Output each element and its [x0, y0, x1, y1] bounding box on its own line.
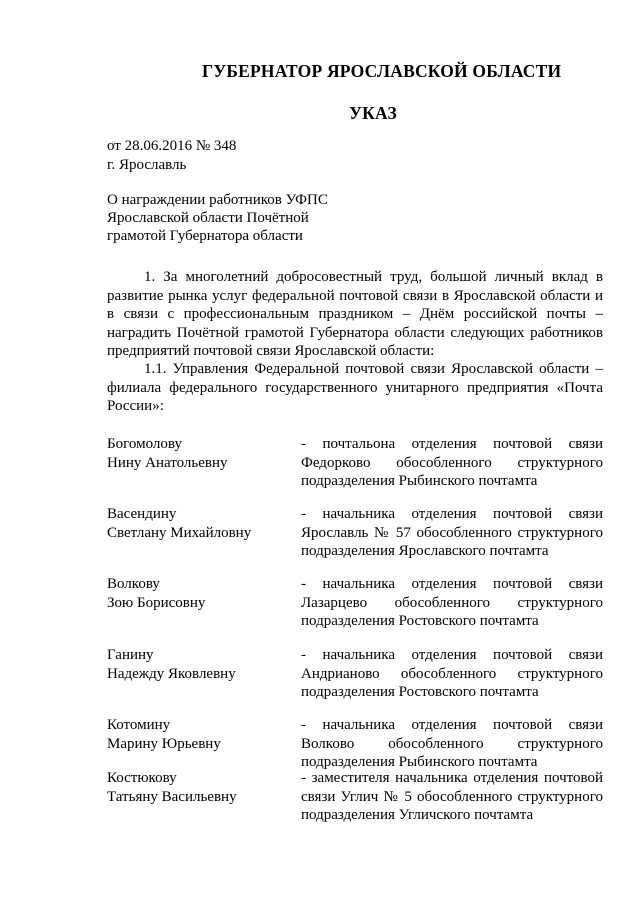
awardee-surname: Котомину — [107, 717, 171, 733]
issuing-authority-heading: ГУБЕРНАТОР ЯРОСЛАВСКОЙ ОБЛАСТИ — [202, 61, 562, 81]
awardee-given-names: Зою Борисовну — [107, 594, 206, 611]
awardee-position: - начальника отделения почтовой связи Андрианово обособленного структурного подразделения Ростовского почтамта — [301, 647, 603, 700]
awardee-name — [107, 716, 297, 753]
awardee-given-names: Татьяну Васильевну — [107, 788, 237, 805]
decree-subject — [107, 191, 407, 245]
awardee-position: - заместителя начальника отделения почтовой связи Углич № 5 обособленного структурного подразделения Угличского почтамта — [301, 770, 603, 823]
awardee-surname: Богомолову — [107, 436, 182, 452]
awardee-position: - начальника отделения почтовой связи Волково обособленного структурного подразделения Рыбинского почтамта — [301, 717, 603, 770]
awardee-name — [107, 646, 297, 683]
awardee-position: - почтальона отделения почтовой связи Федорково обособленного структурного подразделения Рыбинского почтамта — [301, 436, 603, 489]
awardee-surname: Ганину — [107, 647, 154, 663]
decree-date-number: от 28.06.2016 № 348 — [107, 138, 237, 154]
subject-line: Ярославской области Почётной — [107, 210, 309, 226]
awardee-name — [107, 435, 297, 472]
awardee-name — [107, 575, 297, 612]
subject-line: О награждении работников УФПС — [107, 192, 328, 208]
awardee-name — [107, 505, 297, 542]
awardee-given-names: Нину Анатольевну — [107, 454, 228, 471]
subject-line: грамотой Губернатора области — [107, 228, 303, 244]
paragraph-1-1: 1.1. Управления Федеральной почтовой связи Ярославской области – филиала федерального государственного унитарного предприятия «Почта России»: — [107, 361, 603, 414]
awardee-given-names: Надежду Яковлевну — [107, 665, 236, 682]
awardee-surname: Волкову — [107, 576, 160, 592]
awardee-given-names: Светлану Михайловну — [107, 524, 252, 541]
awardee-given-names: Марину Юрьевну — [107, 735, 221, 752]
awardee-surname: Васендину — [107, 506, 177, 522]
paragraph-1: 1. За многолетний добросовестный труд, большой личный вклад в развитие рынка услуг федеральной почтовой связи в Ярославской области и в связи с профессиональным праздником – Днём российской почты – наградить Почётной грамотой Губернатора области следующих работников предприятий почтовой связи Ярославской области: — [107, 269, 603, 359]
awardee-name — [107, 769, 297, 806]
decree-city: г. Ярославль — [107, 157, 187, 173]
awardee-position: - начальника отделения почтовой связи Лазарцево обособленного структурного подразделения Ростовского почтамта — [301, 576, 603, 629]
awardee-surname: Костюкову — [107, 770, 177, 786]
awardee-position: - начальника отделения почтовой связи Ярославль № 57 обособленного структурного подразделения Ярославского почтамта — [301, 506, 603, 559]
document-type-heading: УКАЗ — [349, 103, 397, 123]
